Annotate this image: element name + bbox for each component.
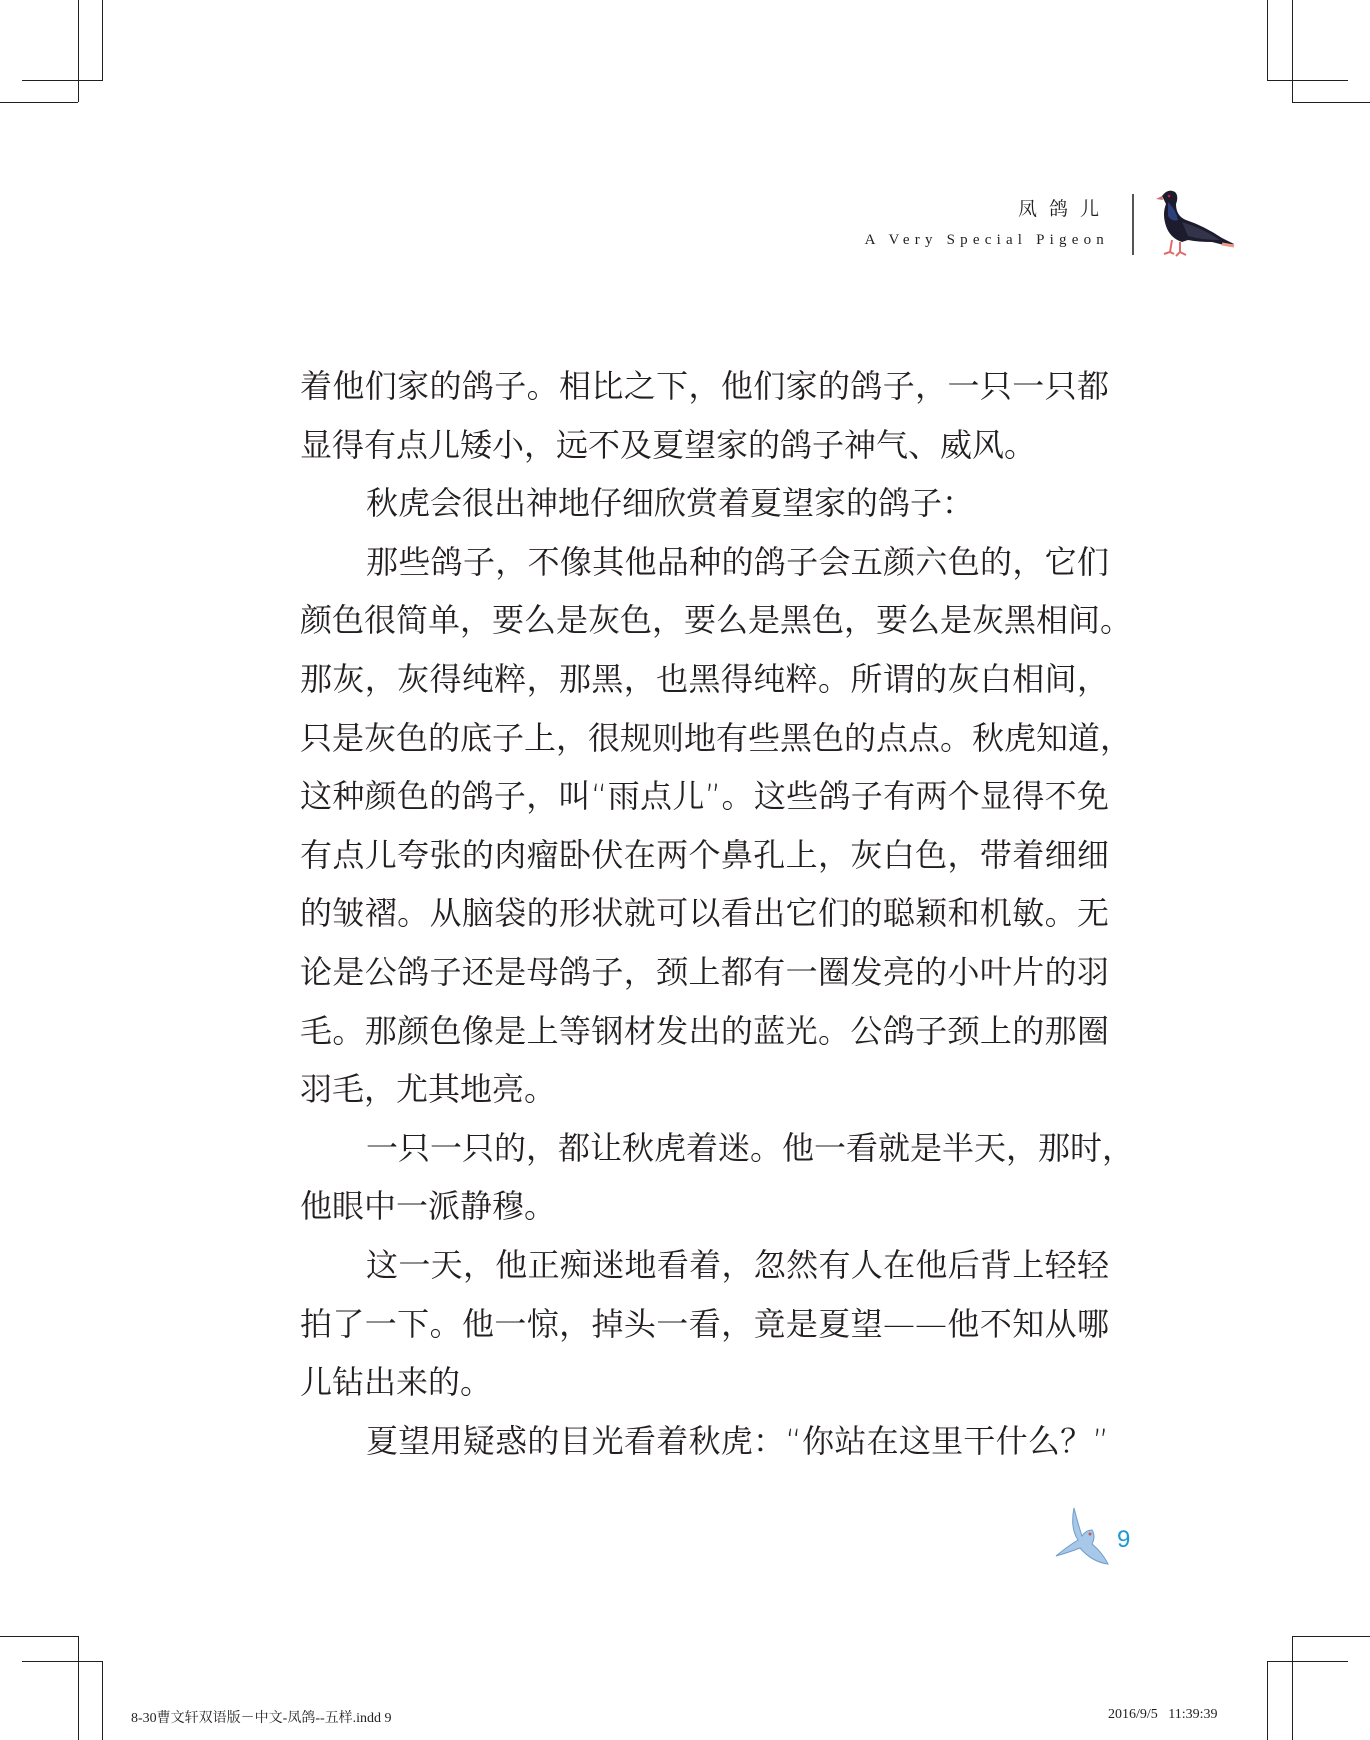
- crop-mark: [78, 1636, 79, 1740]
- crop-mark: [102, 0, 103, 80]
- text-line: 毛。那颜色像是上等钢材发出的蓝光。公鸽子颈上的那圈: [300, 1011, 1109, 1050]
- text-line: 拍了一下。他一惊，掉头一看，竟是夏望——他不知从哪: [300, 1304, 1109, 1343]
- crop-mark: [22, 80, 103, 81]
- text-line: 颜色很简单，要么是灰色，要么是黑色，要么是灰黑相间。: [300, 601, 1133, 640]
- text-line: 论是公鸽子还是母鸽子，颈上都有一圈发亮的小叶片的羽: [300, 952, 1109, 991]
- crop-mark: [1292, 0, 1293, 102]
- page-number: 9: [1117, 1526, 1131, 1553]
- text-line: 的皱褶。从脑袋的形状就可以看出它们的聪颖和机敏。无: [300, 894, 1109, 933]
- text-line: 羽毛，尤其地亮。: [300, 1070, 557, 1109]
- text-line: 有点儿夸张的肉瘤卧伏在两个鼻孔上，灰白色，带着细细: [300, 835, 1109, 874]
- body-text: [300, 357, 1135, 1470]
- crop-mark: [0, 1636, 78, 1637]
- text-line: 这一天，他正痴迷地看着，忽然有人在他后背上轻轻: [366, 1245, 1109, 1284]
- black-pigeon-icon: [1142, 186, 1238, 262]
- footer-file-name: 8-30曹文轩双语版－中文-凤鸽--五样.indd 9: [131, 1711, 392, 1726]
- crop-mark: [1292, 102, 1370, 103]
- text-line: 那灰，灰得纯粹，那黑，也黑得纯粹。所谓的灰白相间，: [300, 659, 1109, 698]
- crop-mark: [1267, 0, 1268, 80]
- text-line: 显得有点儿矮小，远不及夏望家的鸽子神气、威风。: [300, 425, 1037, 464]
- text-line: 只是灰色的底子上，很规则地有些黑色的点点。秋虎知道，: [300, 718, 1133, 757]
- text-line: 秋虎会很出神地仔细欣赏着夏望家的鸽子：: [366, 484, 975, 523]
- crop-mark: [1267, 1661, 1268, 1740]
- text-line: 一只一只的，都让秋虎着迷。他一看就是半天，那时，: [366, 1128, 1135, 1167]
- crop-mark: [1267, 1661, 1348, 1662]
- flying-bird-icon: [1052, 1506, 1112, 1566]
- header-divider: [1132, 194, 1134, 255]
- text-line: 儿钻出来的。: [300, 1363, 493, 1402]
- crop-mark: [1267, 80, 1348, 81]
- crop-mark: [78, 0, 79, 102]
- crop-mark: [22, 1661, 103, 1662]
- running-header-title-en: A Very Special Pigeon: [864, 232, 1109, 248]
- text-line: 这种颜色的鸽子，叫“雨点儿”。这些鸽子有两个显得不免: [300, 777, 1109, 816]
- running-header-title-cn: 凤鸽儿: [1017, 198, 1111, 220]
- text-line: 他眼中一派静穆。: [300, 1187, 557, 1226]
- crop-mark: [1292, 1636, 1370, 1637]
- text-line: 那些鸽子，不像其他品种的鸽子会五颜六色的，它们: [366, 542, 1109, 581]
- footer-timestamp: 2016/9/5 11:39:39: [1108, 1707, 1218, 1722]
- crop-mark: [102, 1661, 103, 1740]
- text-line: 夏望用疑惑的目光看着秋虎：“你站在这里干什么？”: [366, 1421, 1109, 1460]
- crop-mark: [0, 102, 78, 103]
- text-line: 着他们家的鸽子。相比之下，他们家的鸽子，一只一只都: [300, 367, 1109, 405]
- crop-mark: [1292, 1636, 1293, 1740]
